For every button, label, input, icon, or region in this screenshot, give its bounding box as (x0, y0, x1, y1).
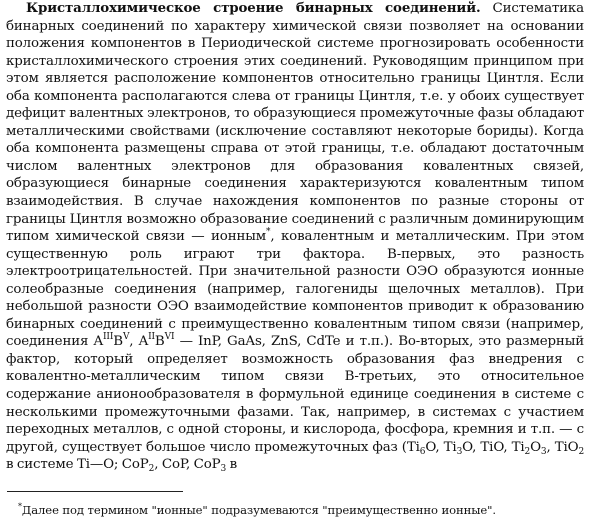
subscript: 2 (578, 446, 585, 457)
element-letter-b: B (113, 334, 123, 350)
formula-part: в системе Ti—O; CoP (6, 457, 149, 473)
subscript: 2 (148, 464, 155, 475)
formula-part: O, TiO, Ti (462, 439, 525, 455)
comma-separator: , A (129, 334, 149, 350)
group-superscript-vi: VI (164, 332, 175, 343)
text-run-2: , ковалентным и металлическим. При этом существенную роль играют три фактора. В-первых, это разность электроотрицательностей. При значительной разности ОЭО образуются ионные солеобразные соединения (например, галогениды щелочных металлов). При небольшой разности ОЭО взаимодействие компонентов приводит к образованию бинарных соединений с преимущественно ковалентным типом связи (например, соединения A (6, 229, 584, 350)
formula-part: , CoP, CoP (154, 457, 221, 473)
subscript: 3 (220, 464, 227, 475)
footnote-reference: * (266, 227, 271, 238)
footnote-divider (7, 491, 183, 492)
formula-part: в (226, 457, 237, 473)
document-page (6, 0, 584, 529)
subscript: 3 (540, 446, 547, 457)
element-letter-b: B (154, 334, 165, 350)
text-run-1: Систематика бинарных соединений по характеру химической связи позволяет на основании положения компонентов в Периодической системе прогнозировать особенности кристаллохимического строения этих соединений. Руководящим принципом при этом является расположение компонентов относительно границы Цинтля. Если оба компонента располагаются слева от границы Цинтля, т.е. у обоих существует дефицит валентных электронов, то образующиеся промежуточные фазы обладают металлическими свойствами (исключение составляют некоторые бориды). Когда оба компонента размещены справа от этой границы, т.е. обладают достаточным числом валентных электронов для образования ковалентных связей, образующиеся бинарные соединения характеризуются ковалентным типом взаимодействия. В случае нахождения компонентов по разные стороны от границы Цинтля возможно образование соединений с различным доминирующим типом химической связи — ионным (6, 1, 584, 245)
subscript: 6 (419, 446, 426, 457)
text-run-3: — InP, GaAs, ZnS, CdTe и т.п.). Во-вторых, это размерный фактор, который определяет возможность образования фаз внедрения с ковалентно-металлическим типом связи В-третьих, это относительное содержание анионообразователя в формульной единице соединения в системе с несколькими промежуточными фазами. Так, например, в системах с участием переходных металлов, с одной стороны, и кислорода, фосфора, кремния и т.п. — с другой, существует большое число промежуточных фаз (Ti (6, 334, 584, 455)
footnote-marker: * (18, 502, 22, 511)
formula-part: , TiO (546, 439, 579, 455)
section-title: Кристаллохимическое строение бинарных соединений. (26, 0, 481, 16)
group-superscript-iii: III (103, 332, 114, 343)
group-superscript-v: V (122, 332, 130, 343)
subscript: 2 (524, 446, 531, 457)
formula-part: O (530, 439, 541, 455)
footnote-text: Далее под термином "ионные" подразумеваются "преимущественно ионные". (21, 503, 496, 517)
subscript: 3 (456, 446, 463, 457)
group-superscript-ii: II (148, 332, 155, 343)
body-paragraph (6, 0, 584, 474)
footnote (18, 502, 584, 518)
formula-part: O, Ti (425, 439, 457, 455)
